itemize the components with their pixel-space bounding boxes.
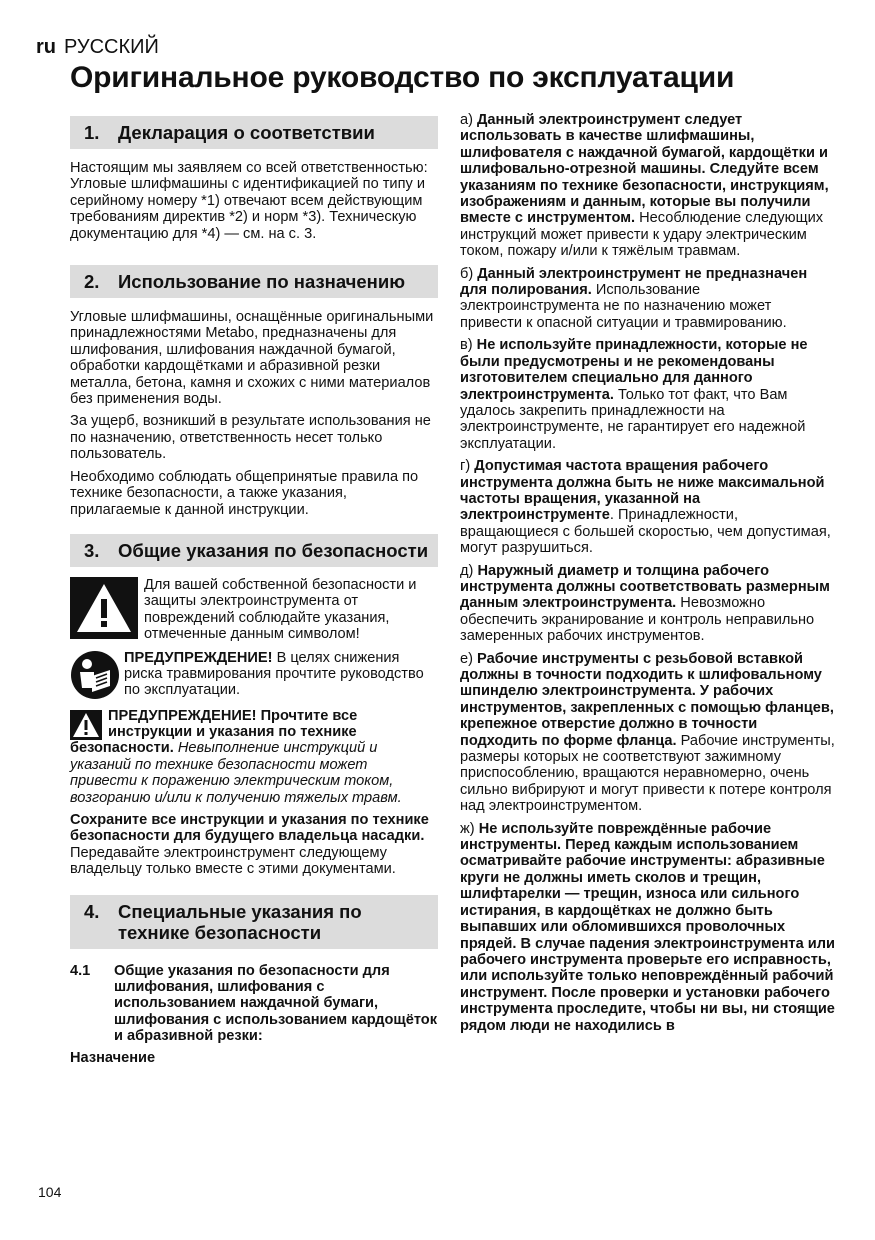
read-manual-text: В целях снижения риска травмирования прочтите руководство по эксплуатации. xyxy=(124,649,424,699)
list-item-b: б) Данный электроинструмент не предназначен для полирования. Использование электроинструмента не по назначению может привести к опасной ситуации и травмированию. xyxy=(460,265,808,331)
section-number: 3. xyxy=(84,539,100,561)
warning-triangle-icon xyxy=(70,710,102,740)
section-title: Декларация о соответствии xyxy=(118,122,375,143)
keep-instructions-bold: Сохраните все инструкции и указания по технике безопасности для будущего владельца насадки. xyxy=(70,811,429,845)
section-2-heading xyxy=(70,265,438,298)
section-number: 1. xyxy=(84,122,100,143)
list-item-e: д) Наружный диаметр и толщина рабочего инструмента должны соответствовать размерным данным электроинструмента. Невозможно обеспечить экранирование и контроль неправильно замеренных рабочих инструментов. xyxy=(460,562,830,645)
paragraph: Угловые шлифмашины, оснащённые оригинальными принадлежностями Metabo, предназначены для шлифования, шлифования наждачной бумагой, обработки кардощётками и абразивной резки металла, бетона, камня и схожих с ними материалов без применения воды. xyxy=(70,309,434,408)
section-title: Использование по назначению xyxy=(118,271,406,293)
section-4-heading xyxy=(70,895,438,949)
section-number: 2. xyxy=(84,271,100,293)
list-item-g: ж) Не используйте повреждённые рабочие инструменты. Перед каждым использованием осматривайте рабочие инструменты: абразивные круги не должны иметь сколов и трещин, шлифтарелки — трещин, износа или сильного истирания, в кардощётках не должно быть выпавших или обломившихся проволочных прядей. В случае падения электроинструмента или рабочего инструмента проверьте его исправность, или используйте только неповреждённый рабочий инструмент. После проверки и установки рабочего инструмента проследите, чтобы ни вы, ни стоящие рядом люди не находились в xyxy=(460,820,835,1034)
subsection-number: 4.1 xyxy=(70,962,91,979)
page-title: Оригинальное руководство по эксплуатации xyxy=(70,61,735,94)
left-column xyxy=(70,116,438,1066)
list-item-a: а) Данный электроинструмент следует использовать в качестве шлифмашины, шлифователя с наждачной бумагой, кардощётки и шлифовально-отрезной машины. Следуйте всем указаниям по технике безопасности, инструкциям, изображениям и данным, которые вы получили вместе с инструментом. Несоблюдение следующих инструкций может привести к удару электрическим током, пожару и/или к тяжёлым травмам. xyxy=(460,112,829,260)
keep-instructions-text: Передавайте электроинструмент следующему владельцу только вместе с этими документами. xyxy=(70,844,396,878)
language-name: РУССКИЙ xyxy=(64,36,159,58)
section-title: Специальные указания по технике безопасности xyxy=(118,900,362,943)
warning-bold-text: ПРЕДУПРЕЖДЕНИЕ! Прочтите все инструкции и указания по технике безопасности. xyxy=(70,707,358,757)
warning-note xyxy=(70,577,438,643)
list-item-c: в) Не используйте принадлежности, которые не были предусмотрены и не рекомендованы изготовителем специально для данного электроинструмента. Только тот факт, что Вам удалось закрепить принадлежности на электроинструменте, не гарантирует его надежной эксплуатации. xyxy=(460,337,808,452)
section-title: Общие указания по безопасности xyxy=(118,539,429,561)
section-3-heading xyxy=(70,534,438,567)
right-column xyxy=(460,112,835,1040)
purpose-heading: Назначение xyxy=(70,1049,156,1066)
warning-triangle-icon xyxy=(70,577,138,639)
paragraph: Настоящим мы заявляем со всей ответственностью: Угловые шлифмашины с идентификацией по типу и серийному номеру *1) отвечают всем действующим требованиям директив *2) и норм *3). Техническую документацию для *4) — см. на с. 3. xyxy=(70,160,428,242)
list-item-f: е) Рабочие инструменты с резьбовой вставкой должны в точности подходить к шлифовальному шпинделю электроинструмента. У рабочих инструментов, закрепленных с помощью фланцев, крепежное отверстие должно в точности подходить по форме фланца. Рабочие инструменты, размеры которых не соответствуют зажимному приспособлению, вращаются неравномерно, очень сильно вибрируют и могут привести к потере контроля над электроинструментом. xyxy=(460,650,835,815)
subsection-title: Общие указания по безопасности для шлифования, шлифования с использованием наждачной бумаги, шлифования с использованием кардощёток и абразивной резки: xyxy=(114,962,438,1045)
warning-label: ПРЕДУПРЕЖДЕНИЕ! xyxy=(124,649,273,666)
language-label xyxy=(36,36,159,59)
warning-text: Для вашей собственной безопасности и защиты электроинструмента от повреждений соблюдайте указания, отмеченные данным символом! xyxy=(144,576,417,643)
subsection-4-1 xyxy=(70,963,438,1045)
paragraph: Необходимо соблюдать общепринятые правила по технике безопасности, а также указания, прилагаемые к данной инструкции. xyxy=(70,468,419,518)
read-manual-note xyxy=(70,650,438,700)
warning-italic-text: Невыполнение инструкций и указаний по технике безопасности может привести к поражению электрическим током, возгоранию и/или к получению тяжелых травм. xyxy=(70,740,402,806)
section-number: 4. xyxy=(84,900,100,922)
language-code: ru xyxy=(36,36,56,58)
general-warning xyxy=(70,708,438,806)
page-number: 104 xyxy=(38,1184,62,1200)
paragraph: За ущерб, возникший в результате использования не по назначению, ответственность несет только пользователь. xyxy=(70,413,431,463)
section-1-heading xyxy=(70,116,438,149)
read-manual-icon xyxy=(70,650,120,700)
list-item-d: г) Допустимая частота вращения рабочего инструмента должна быть не ниже максимальной частоты вращения, указанной на электроинструменте. Принадлежности, вращающиеся с большей скоростью, чем допустимая, могут разрушиться. xyxy=(460,458,831,557)
